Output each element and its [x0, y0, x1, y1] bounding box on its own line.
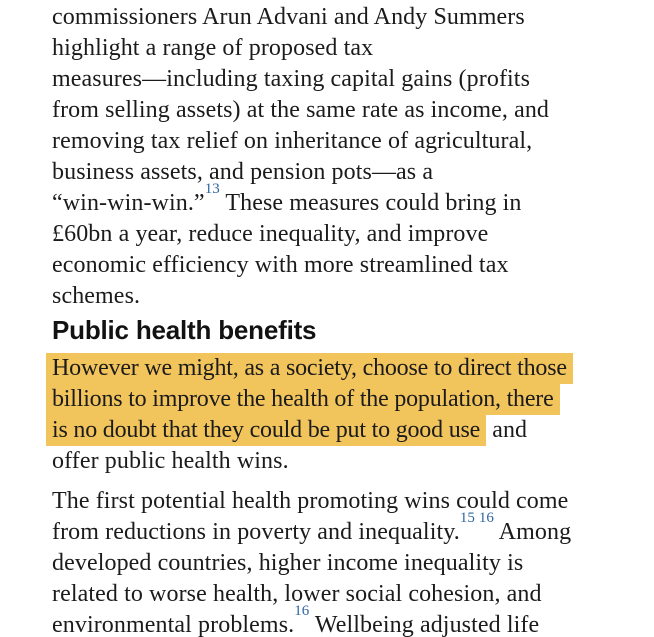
reference-link-13[interactable]: 13 [204, 181, 220, 197]
text-line [52, 181, 620, 219]
text-line: £60bn a year, reduce inequality, and improve [52, 221, 489, 247]
text-line [52, 353, 620, 384]
text-line: related to worse health, lower social cohesion, and [52, 581, 542, 607]
text-line: from selling assets) at the same rate as income, and [52, 97, 550, 123]
section-heading-public-health-benefits: Public health benefits [52, 315, 317, 345]
text-segment: and [486, 417, 528, 443]
text-line [52, 384, 620, 415]
paragraph-tax-measures [52, 2, 620, 312]
text-line [52, 603, 620, 637]
text-segment: These measures could bring in [219, 190, 522, 216]
text-line: commissioners Arun Advani and Andy Summers [52, 4, 525, 30]
text-segment: from reductions in poverty and inequality. [52, 519, 460, 545]
text-line: measures—including taxing capital gains (profits [52, 66, 531, 92]
paragraph-inequality [52, 486, 620, 637]
text-line: The first potential health promoting wins could come [52, 488, 569, 514]
text-line: economic efficiency with more streamlined tax [52, 252, 509, 278]
text-segment: Wellbeing adjusted life [309, 612, 540, 637]
reference-link-16[interactable]: 16 [294, 603, 310, 619]
text-segment: “win-win-win.” [52, 190, 205, 216]
paragraph-highlighted [52, 353, 620, 477]
reference-link-15[interactable]: 15 [459, 510, 475, 526]
highlighted-text: billions to improve the health of the population, there [46, 384, 560, 415]
text-line [52, 415, 620, 446]
text-line: offer public health wins. [52, 448, 289, 474]
text-line: developed countries, higher income inequality is [52, 550, 524, 576]
text-line [52, 510, 620, 548]
reference-link-16[interactable]: 16 [478, 510, 494, 526]
text-segment: Among [493, 519, 572, 545]
text-line: business assets, and pension pots—as a [52, 159, 434, 185]
text-line: highlight a range of proposed tax [52, 35, 374, 61]
text-line: schemes. [52, 283, 141, 309]
highlighted-text: However we might, as a society, choose to direct those [46, 353, 573, 384]
text-segment: environmental problems. [52, 612, 295, 637]
highlighted-text: is no doubt that they could be put to good use [46, 415, 486, 446]
text-line: removing tax relief on inheritance of agricultural, [52, 128, 533, 154]
